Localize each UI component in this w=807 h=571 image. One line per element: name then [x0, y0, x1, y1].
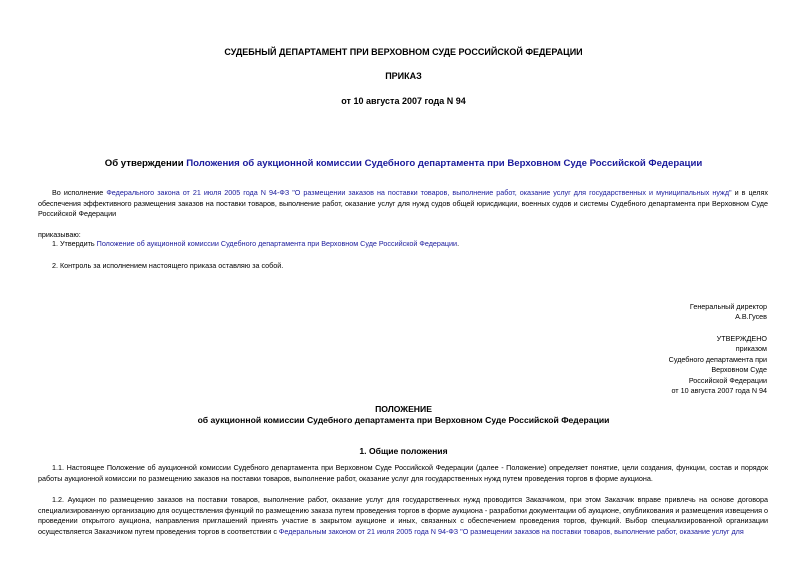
order-item-2: 2. Контроль за исполнением настоящего приказа оставляю за собой.	[52, 261, 284, 270]
paragraph-1-1: 1.1. Настоящее Положение об аукционной комиссии Судебного департамента при Верховном Суде Российской Федерации (далее - Положение) определяет понятие, цели создания, функции, состав и порядок работы аукционной комиссии по размещению заказов на поставки товаров, выполнение работ, оказание услуг для государственных нужд путем проведения торгов в форме аукциона.	[38, 463, 768, 483]
order-word: приказываю:	[38, 230, 81, 239]
approval-line: приказом	[735, 344, 767, 354]
item1-end: .	[457, 239, 460, 248]
regulation-title: ПОЛОЖЕНИЕ	[375, 404, 432, 414]
signature-block	[567, 302, 767, 323]
order-date: от 10 августа 2007 года N 94	[341, 96, 466, 106]
paragraph-1-2	[38, 495, 768, 537]
item1-start: 1. Утвердить	[52, 239, 97, 248]
federal-law-link[interactable]: Федерального закона от 21 июля 2005 года N 94-ФЗ "О размещении заказов на поставки товаров, выполнение работ, оказание услуг для государственных и муниципальных нужд"	[106, 188, 732, 197]
regulation-title-link[interactable]: Положения об аукционной комиссии Судебного департамента при Верховном Суде Российской Федерации	[186, 158, 703, 169]
approval-line: УТВЕРЖДЕНО	[716, 334, 767, 343]
federal-law-link-2[interactable]: Федеральным законом от 21 июля 2005 года N 94-ФЗ "О размещении заказов на поставки товаров, выполнение работ, оказание услуг для	[278, 526, 744, 536]
p12-start: 1.2. Аукцион по размещению заказов на поставки товаров, выполнение работ, оказание услуг для государственных нужд проводится Заказчиком, при этом Заказчик вправе привлечь на основе договора специализированную организацию для осуществления функций по размещению заказа путем проведения торгов в форме аукциона - разработки документации об аукционе, опубликования и размещения извещения о проведении открытого аукциона, направления приглашений принять участие в закрытом аукционе и иных, связанных с обеспечением проведения торгов, функций. Выбор специализированной организации осуществляется Заказчиком путем проведения торгов в соответствии с	[38, 495, 768, 536]
signature-name: А.В.Гусев	[735, 312, 767, 322]
title-prefix: Об утверждении	[104, 158, 187, 169]
approval-line: от 10 августа 2007 года N 94	[671, 386, 767, 396]
preamble-start: Во исполнение	[52, 188, 107, 197]
regulation-subtitle: об аукционной комиссии Судебного департамента при Верховном Суде Российской Федерации	[197, 415, 610, 425]
approval-block	[567, 334, 767, 396]
order-title	[0, 158, 807, 169]
approval-line: Верховном Суде	[711, 365, 767, 375]
preamble-rest: и в целях обеспечения эффективного размещения заказов на поставки товаров, выполнение работ, оказание услуг для нужд судов общей юрисдикции, военных судов и системы Судебного департамента при Верховном Суде Российской Федерации	[38, 188, 768, 218]
regulation-link[interactable]: Положение об аукционной комиссии Судебного департамента при Верховном Суде Российской Федерации	[96, 239, 458, 248]
signature-position: Генеральный директор	[689, 302, 767, 311]
section-1-heading: 1. Общие положения	[359, 446, 448, 456]
order-item-1	[38, 239, 768, 250]
preamble-paragraph	[38, 188, 768, 220]
approval-line: Судебного департамента при	[668, 354, 767, 364]
department-header: СУДЕБНЫЙ ДЕПАРТАМЕНТ ПРИ ВЕРХОВНОМ СУДЕ РОССИЙСКОЙ ФЕДЕРАЦИИ	[224, 47, 583, 57]
approval-line: Российской Федерации	[688, 375, 767, 385]
order-label: ПРИКАЗ	[385, 71, 422, 81]
